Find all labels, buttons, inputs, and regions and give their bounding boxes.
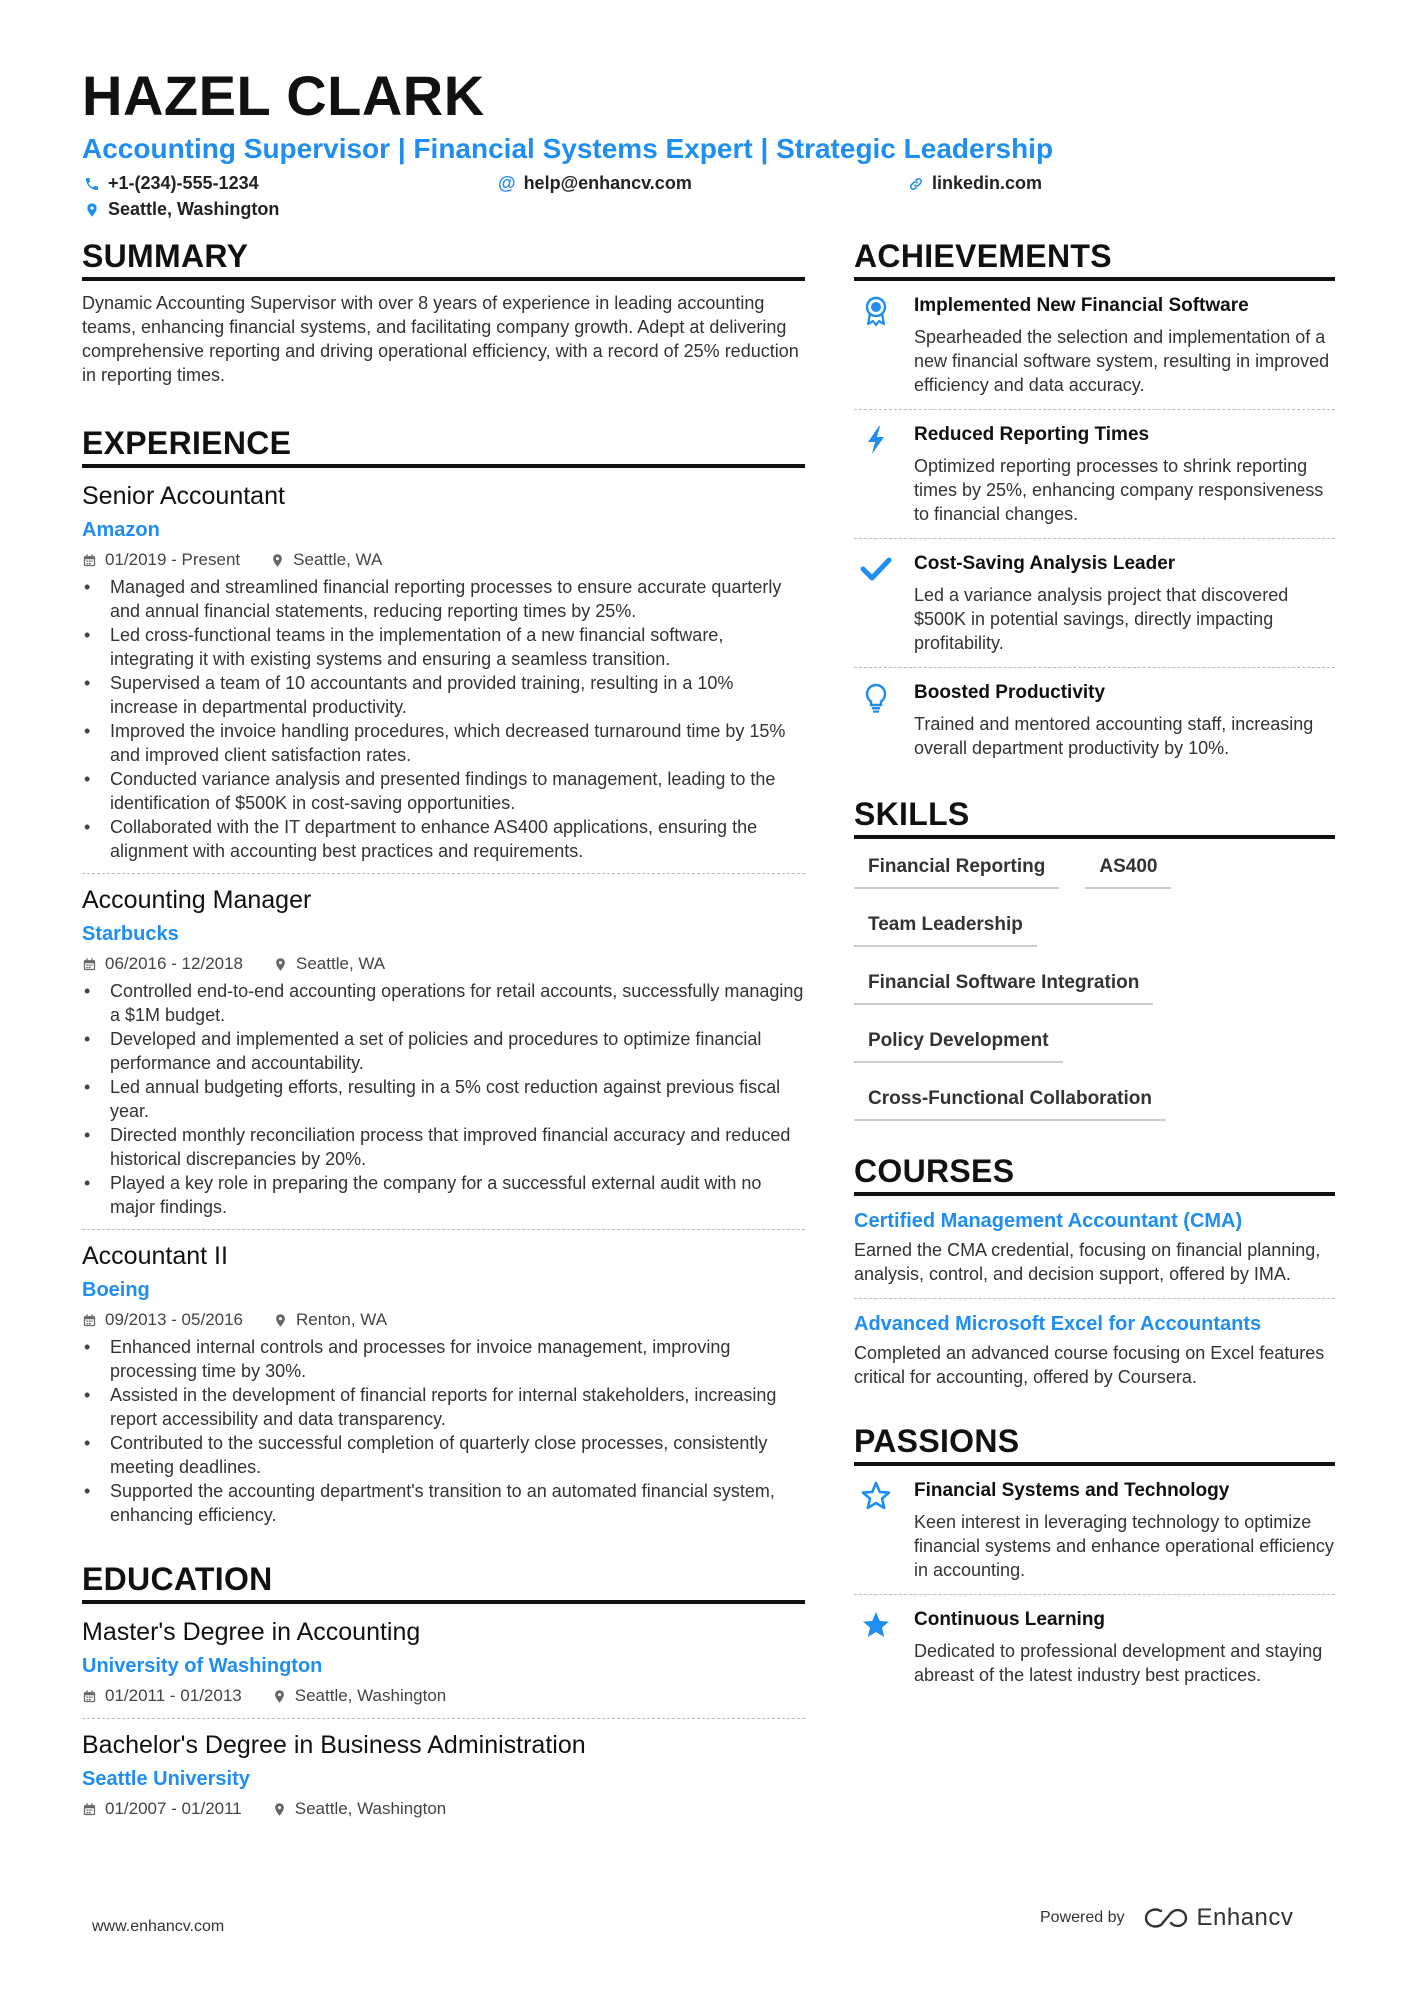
job-bullet: • Directed monthly reconciliation process that improved financial accuracy and reduced historical discrepancies by 20%. (82, 1123, 805, 1171)
job-dates-text: 01/2019 - Present (105, 550, 241, 569)
at-icon: @ (498, 173, 516, 193)
experience-section (82, 427, 805, 1537)
course-text: Earned the CMA credential, focusing on financial planning, analysis, control, and decision support, offered by IMA. (854, 1240, 1321, 1284)
candidate-headline: Accounting Supervisor | Financial Systems Expert | Strategic Leadership (82, 133, 1054, 164)
left-column (82, 240, 805, 1841)
contact-email[interactable] (498, 173, 692, 194)
checkmark-icon (860, 553, 892, 585)
education-dates (82, 1684, 242, 1708)
education-entry (82, 1729, 805, 1831)
passions-section (854, 1425, 1335, 1699)
course-title: Advanced Microsoft Excel for Accountants (854, 1313, 1262, 1335)
calendar-icon (82, 1802, 97, 1817)
phone-text: +1-(234)-555-1234 (108, 173, 259, 193)
location-pin-icon (273, 1313, 288, 1328)
job-location-text: Seattle, WA (293, 550, 383, 569)
achievement-title: Implemented New Financial Software (914, 295, 1249, 316)
achievement-item (854, 539, 1335, 668)
education-location-text: Seattle, Washington (294, 1799, 447, 1818)
education-meta (82, 1684, 805, 1708)
calendar-icon (82, 553, 97, 568)
skill-tag: Financial Reporting (854, 855, 1059, 889)
achievement-text: Optimized reporting processes to shrink reporting times by 25%, enhancing company responsiveness to financial changes. (914, 456, 1324, 524)
achievements-section (854, 240, 1335, 772)
job-bullet: • Controlled end-to-end accounting operations for retail accounts, successfully managing a $1M budget. (82, 979, 805, 1027)
star-outline-icon (860, 1480, 892, 1512)
job-bullet: • Enhanced internal controls and processes for invoice management, improving processing time by 30%. (82, 1335, 805, 1383)
job-bullet: • Collaborated with the IT department to enhance AS400 applications, ensuring the alignment with accounting best practices and requirements. (82, 815, 805, 863)
job-bullet: • Developed and implemented a set of policies and procedures to optimize financial performance and accountability. (82, 1027, 805, 1075)
course-text: Completed an advanced course focusing on Excel features critical for accounting, offered by Coursera. (854, 1343, 1325, 1387)
passion-title: Continuous Learning (914, 1609, 1106, 1630)
job-location-text: Renton, WA (296, 1310, 388, 1329)
candidate-name: HAZEL CLARK (82, 64, 485, 127)
skills-list (854, 855, 1335, 1121)
education-entry (82, 1616, 805, 1719)
skills-section (854, 798, 1335, 1121)
job-dates (82, 1308, 243, 1332)
job-bullet: • Contributed to the successful completion of quarterly close processes, consistently meeting deadlines. (82, 1431, 805, 1479)
job-dates (82, 952, 243, 976)
passion-text: Dedicated to professional development and staying abreast of the latest industry best practices. (914, 1641, 1323, 1685)
footer-branding (1040, 1904, 1293, 1932)
website-text[interactable]: linkedin.com (932, 173, 1043, 193)
course-item (854, 1208, 1335, 1299)
location-pin-icon (270, 553, 285, 568)
location-pin-icon (272, 1689, 287, 1704)
job-bullets (82, 1335, 805, 1527)
achievement-text: Trained and mentored accounting staff, increasing overall department productivity by 10%. (914, 714, 1314, 758)
job-company: Starbucks (82, 923, 179, 945)
email-text[interactable]: help@enhancv.com (523, 173, 692, 193)
achievement-title: Cost-Saving Analysis Leader (914, 553, 1176, 574)
job-bullet: • Conducted variance analysis and presented findings to management, leading to the identification of $500K in cost-saving opportunities. (82, 767, 805, 815)
summary-heading: SUMMARY (82, 240, 805, 281)
job-meta (82, 1308, 805, 1332)
calendar-icon (82, 1313, 97, 1328)
education-dates-text: 01/2007 - 01/2011 (105, 1799, 242, 1818)
skills-heading: SKILLS (854, 798, 1335, 839)
job-bullet: • Led cross-functional teams in the implementation of a new financial software, integrating it with existing systems and ensuring a seamless transition. (82, 623, 805, 671)
calendar-icon (82, 1689, 97, 1704)
achievement-text: Led a variance analysis project that discovered $500K in potential savings, directly impacting profitability. (914, 585, 1289, 653)
job-company: Boeing (82, 1279, 150, 1301)
job-location-text: Seattle, WA (296, 954, 386, 973)
education-dates (82, 1797, 242, 1821)
location-pin-icon (273, 957, 288, 972)
education-location-text: Seattle, Washington (294, 1686, 447, 1705)
job-bullet: • Supported the accounting department's transition to an automated financial system, enhancing efficiency. (82, 1479, 805, 1527)
courses-heading: COURSES (854, 1155, 1335, 1196)
phone-icon (84, 176, 100, 192)
school-name: University of Washington (82, 1655, 323, 1677)
job-bullet: • Played a key role in preparing the company for a successful external audit with no major findings. (82, 1171, 805, 1219)
achievement-item (854, 281, 1335, 410)
location-pin-icon (84, 202, 100, 218)
job-bullet: • Improved the invoice handling procedures, which decreased turnaround time by 15% and improved client satisfaction rates. (82, 719, 805, 767)
degree-title: Master's Degree in Accounting (82, 1618, 421, 1646)
job-title: Accounting Manager (82, 886, 312, 914)
job-location (273, 952, 385, 976)
achievements-heading: ACHIEVEMENTS (854, 240, 1335, 281)
passion-title: Financial Systems and Technology (914, 1480, 1230, 1501)
job-location (270, 548, 382, 572)
passion-item (854, 1466, 1335, 1595)
job-bullet: • Managed and streamlined financial reporting processes to ensure accurate quarterly and annual financial statements, reducing reporting times by 25%. (82, 575, 805, 623)
skill-tag: Team Leadership (854, 913, 1037, 947)
job-entry (82, 480, 805, 874)
calendar-icon (82, 957, 97, 972)
achievement-title: Boosted Productivity (914, 682, 1106, 703)
location-text: Seattle, Washington (108, 199, 280, 219)
contact-phone (84, 173, 259, 194)
skill-tag: Cross-Functional Collaboration (854, 1087, 1166, 1121)
education-heading: EDUCATION (82, 1563, 805, 1604)
job-title: Senior Accountant (82, 482, 285, 510)
brand-logo[interactable] (1143, 1904, 1294, 1932)
achievement-text: Spearheaded the selection and implementation of a new financial software system, resulting in improved efficiency and data accuracy. (914, 327, 1330, 395)
education-section (82, 1563, 805, 1831)
job-entry (82, 1240, 805, 1537)
passion-item (854, 1595, 1335, 1699)
skill-tag: Policy Development (854, 1029, 1063, 1063)
job-bullet: • Supervised a team of 10 accountants and provided training, resulting in a 10% increase in departmental productivity. (82, 671, 805, 719)
education-meta (82, 1797, 805, 1821)
lightning-bolt-icon (860, 424, 892, 456)
school-name: Seattle University (82, 1768, 250, 1790)
job-dates-text: 06/2016 - 12/2018 (105, 954, 244, 973)
job-dates (82, 548, 240, 572)
enhancv-logo-icon (1143, 1905, 1189, 1931)
job-meta (82, 952, 805, 976)
education-location (272, 1684, 447, 1708)
education-location (272, 1797, 447, 1821)
summary-text: Dynamic Accounting Supervisor with over 8 years of experience in leading accounting teams, enhancing financial systems, and facilitating company growth. Adept at delivering comprehensive reporting and driving operational efficiency, with a record of 25% reduction in reporting times. (82, 293, 799, 385)
contact-website[interactable] (908, 173, 1042, 194)
courses-section (854, 1155, 1335, 1401)
skill-tag: AS400 (1085, 855, 1171, 889)
contact-location (84, 199, 279, 220)
course-title: Certified Management Accountant (CMA) (854, 1210, 1243, 1232)
passion-text: Keen interest in leveraging technology to optimize financial systems and enhance operational efficiency in accounting. (914, 1512, 1334, 1580)
job-bullet: • Assisted in the development of financial reports for internal stakeholders, increasing report accessibility and data transparency. (82, 1383, 805, 1431)
job-meta (82, 548, 805, 572)
link-icon (908, 176, 924, 192)
lightbulb-icon (860, 682, 892, 714)
job-dates-text: 09/2013 - 05/2016 (105, 1310, 244, 1329)
degree-title: Bachelor's Degree in Business Administration (82, 1731, 586, 1759)
right-column (854, 240, 1335, 1699)
course-item (854, 1311, 1335, 1401)
job-title: Accountant II (82, 1242, 228, 1270)
skill-tag: Financial Software Integration (854, 971, 1153, 1005)
summary-section (82, 240, 805, 387)
job-entry (82, 884, 805, 1230)
award-ribbon-icon (860, 295, 892, 327)
achievement-title: Reduced Reporting Times (914, 424, 1150, 445)
job-bullets (82, 575, 805, 863)
education-dates-text: 01/2011 - 01/2013 (105, 1686, 242, 1705)
achievement-item (854, 668, 1335, 772)
job-bullets (82, 979, 805, 1219)
location-pin-icon (272, 1802, 287, 1817)
star-filled-icon (860, 1609, 892, 1641)
job-bullet: • Led annual budgeting efforts, resulting in a 5% cost reduction against previous fiscal year. (82, 1075, 805, 1123)
passions-heading: PASSIONS (854, 1425, 1335, 1466)
job-location (273, 1308, 387, 1332)
brand-name: Enhancv (1196, 1904, 1294, 1931)
powered-by-label: Powered by (1040, 1909, 1125, 1926)
achievement-item (854, 410, 1335, 539)
job-company: Amazon (82, 519, 160, 541)
experience-heading: EXPERIENCE (82, 427, 805, 468)
footer-website[interactable]: www.enhancv.com (92, 1918, 225, 1935)
